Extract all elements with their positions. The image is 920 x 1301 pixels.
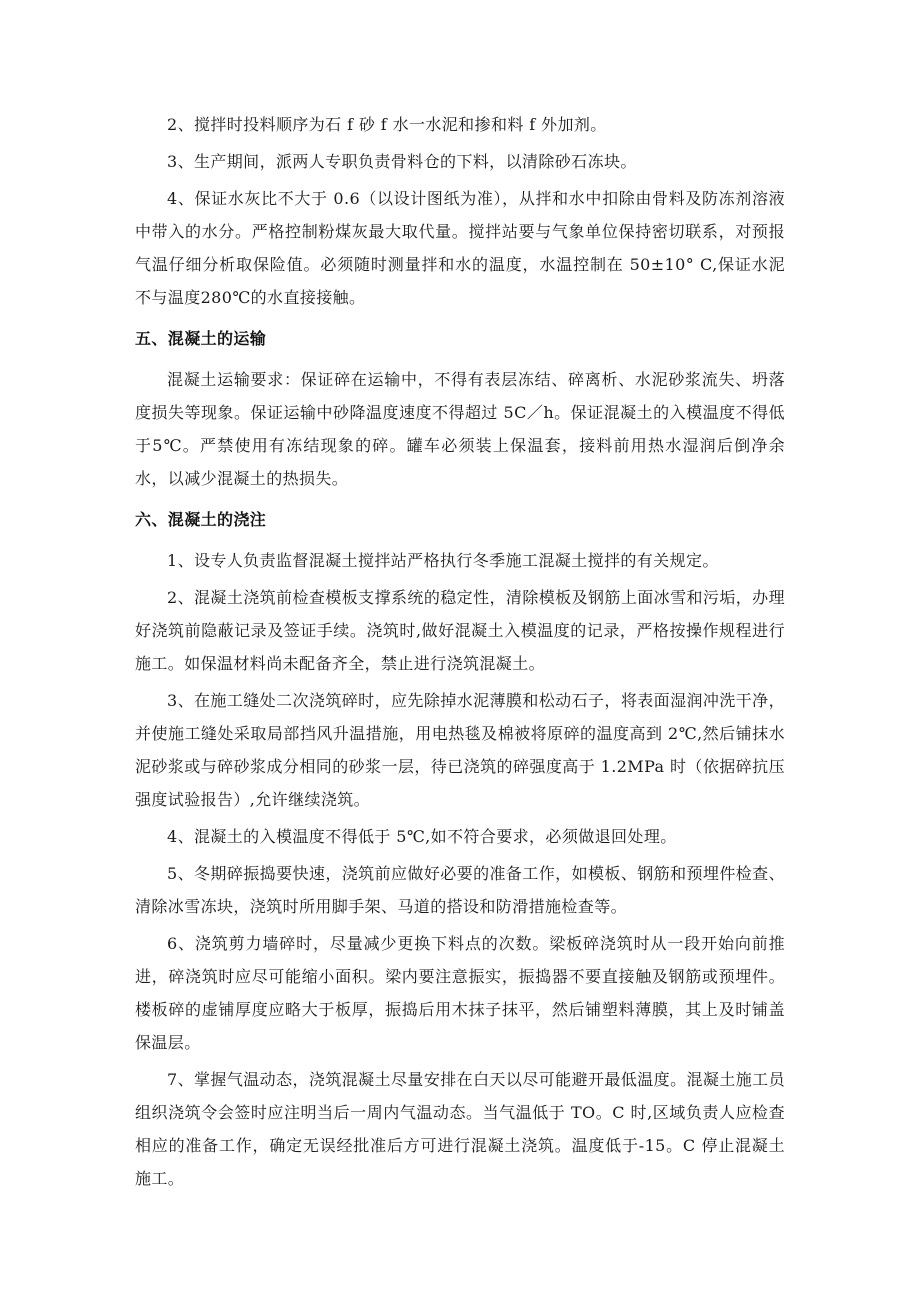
document-page bbox=[135, 108, 785, 1195]
paragraph-pour-7: 7、掌握气温动态，浇筑混凝土尽量安排在白天以尽可能避开最低温度。混凝土施工员组织浇筑令会签时应注明当后一周内气温动态。当气温低于 TO。C 时,区域负责人应检查相应的准备工作，确定无误经批准后方可进行混凝土浇筑。温度低于-15。C 停止混凝土施工。 bbox=[135, 1070, 785, 1188]
paragraph-pour-3: 3、在施工缝处二次浇筑碎时，应先除掉水泥薄膜和松动石子，将表面湿润冲洗干净，并使施工缝处采取局部挡风升温措施，用电热毯及棉被将原碎的温度高到 2℃,然后铺抹水泥砂浆或与碎砂浆成分相同的砂浆一层，待已浇筑的碎强度高于 1.2MPa 时（依据碎抗压强度试验报告）,允许继续浇筑。 bbox=[135, 691, 785, 809]
paragraph-pour-2: 2、混凝土浇筑前检查模板支撑系统的稳定性，清除模板及钢筋上面冰雪和污垢，办理好浇筑前隐蔽记录及签证手续。浇筑时,做好混凝土入模温度的记录，严格按操作规程进行施工。如保温材料尚未配备齐全，禁止进行浇筑混凝土。 bbox=[135, 588, 785, 673]
paragraph-item-4: 4、保证水灰比不大于 0.6（以设计图纸为准），从拌和水中扣除由骨料及防冻剂溶液中带入的水分。严格控制粉煤灰最大取代量。搅拌站要与气象单位保持密切联系，对预报气温仔细分析取保险值。必须随时测量拌和水的温度，水温控制在 50±10° C,保证水泥不与温度280℃的水直接接触。 bbox=[135, 189, 785, 307]
section-heading-pouring: 六、混凝土的浇注 bbox=[135, 510, 267, 529]
paragraph-transport: 混凝土运输要求：保证碎在运输中，不得有表层冻结、碎离析、水泥砂浆流失、坍落度损失等现象。保证运输中砂降温度速度不得超过 5C／h。保证混凝土的入模温度不得低于5℃。严禁使用有冻结现象的碎。罐车必须装上保温套，接料前用热水湿润后倒净余水，以减少混凝土的热损失。 bbox=[135, 370, 785, 488]
paragraph-pour-6: 6、浇筑剪力墙碎时，尽量减少更换下料点的次数。梁板碎浇筑时从一段开始向前推进，碎浇筑时应尽可能缩小面积。梁内要注意振实，振捣器不要直接触及钢筋或预埋件。楼板碎的虚铺厚度应略大于板厚，振捣后用木抹子抹平，然后铺塑料薄膜，其上及时铺盖保温层。 bbox=[135, 934, 785, 1052]
paragraph-pour-1: 1、设专人负责监督混凝土搅拌站严格执行冬季施工混凝土搅拌的有关规定。 bbox=[167, 551, 719, 570]
paragraph-pour-5: 5、冬期碎振捣要快速，浇筑前应做好必要的准备工作，如模板、钢筋和预埋件检查、清除冰雪冻块，浇筑时所用脚手架、马道的搭设和防滑措施检查等。 bbox=[135, 864, 785, 916]
paragraph-item-3: 3、生产期间，派两人专职负责骨料仓的下料，以清除砂石冻块。 bbox=[167, 152, 637, 171]
paragraph-item-2: 2、搅拌时投料顺序为石 f 砂 f 水一水泥和掺和料 f 外加剂。 bbox=[167, 115, 607, 134]
paragraph-pour-4: 4、混凝土的入模温度不得低于 5℃,如不符合要求，必须做退回处理。 bbox=[167, 827, 677, 846]
section-heading-transport: 五、混凝土的运输 bbox=[135, 329, 267, 348]
